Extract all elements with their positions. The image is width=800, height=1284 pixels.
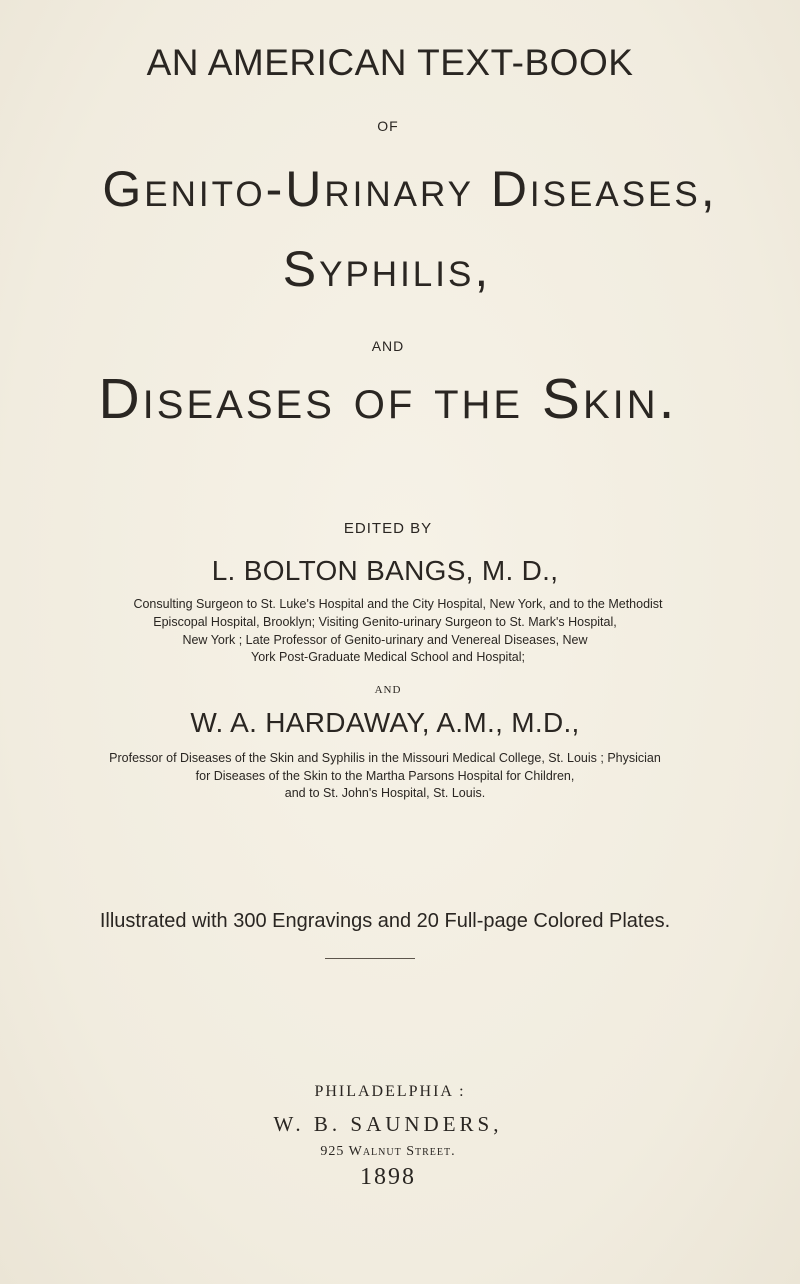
editor-2-bio-line: and to St. John's Hospital, St. Louis. <box>284 786 486 800</box>
editor-2-bio-line: for Diseases of the Skin to the Martha Parsons Hospital for Children, <box>195 769 575 783</box>
editor-1-bio-line: Consulting Surgeon to St. Luke's Hospital and the City Hospital, New York, and to the Methodist <box>133 597 663 611</box>
and-word-2: AND <box>374 684 402 696</box>
editor-1-bio-line: Episcopal Hospital, Brooklyn; Visiting Genito-urinary Surgeon to St. Mark's Hospital, <box>153 615 617 629</box>
divider-rule <box>325 958 415 959</box>
imprint-publisher: W. B. SAUNDERS, <box>273 1112 503 1136</box>
editor-1-bio-line: York Post-Graduate Medical School and Hospital; <box>251 650 525 664</box>
title-third: Diseases of the Skin. <box>98 367 678 431</box>
title-main: Genito-Urinary Diseases, <box>102 161 718 217</box>
illustration-note: Illustrated with 300 Engravings and 20 Full-page Colored Plates. <box>99 910 671 932</box>
editor-2-bio-line: Professor of Diseases of the Skin and Syphilis in the Missouri Medical College, St. Louis ; Physician <box>109 751 661 765</box>
title-second: Syphilis, <box>282 241 492 297</box>
of-word: OF <box>377 118 399 134</box>
editor-1-bio-line: New York ; Late Professor of Genito-urinary and Venereal Diseases, New <box>182 633 588 647</box>
imprint-city: PHILADELPHIA : <box>314 1083 466 1100</box>
editor-1-name: L. BOLTON BANGS, M. D., <box>211 555 559 586</box>
and-word-1: AND <box>371 338 405 354</box>
editor-2-name: W. A. HARDAWAY, A.M., M.D., <box>190 707 580 738</box>
imprint-year: 1898 <box>360 1164 416 1190</box>
edited-by: EDITED BY <box>343 520 433 537</box>
imprint-address: 925 Walnut Street. <box>320 1144 456 1159</box>
series-line: AN AMERICAN TEXT-BOOK <box>146 42 634 83</box>
